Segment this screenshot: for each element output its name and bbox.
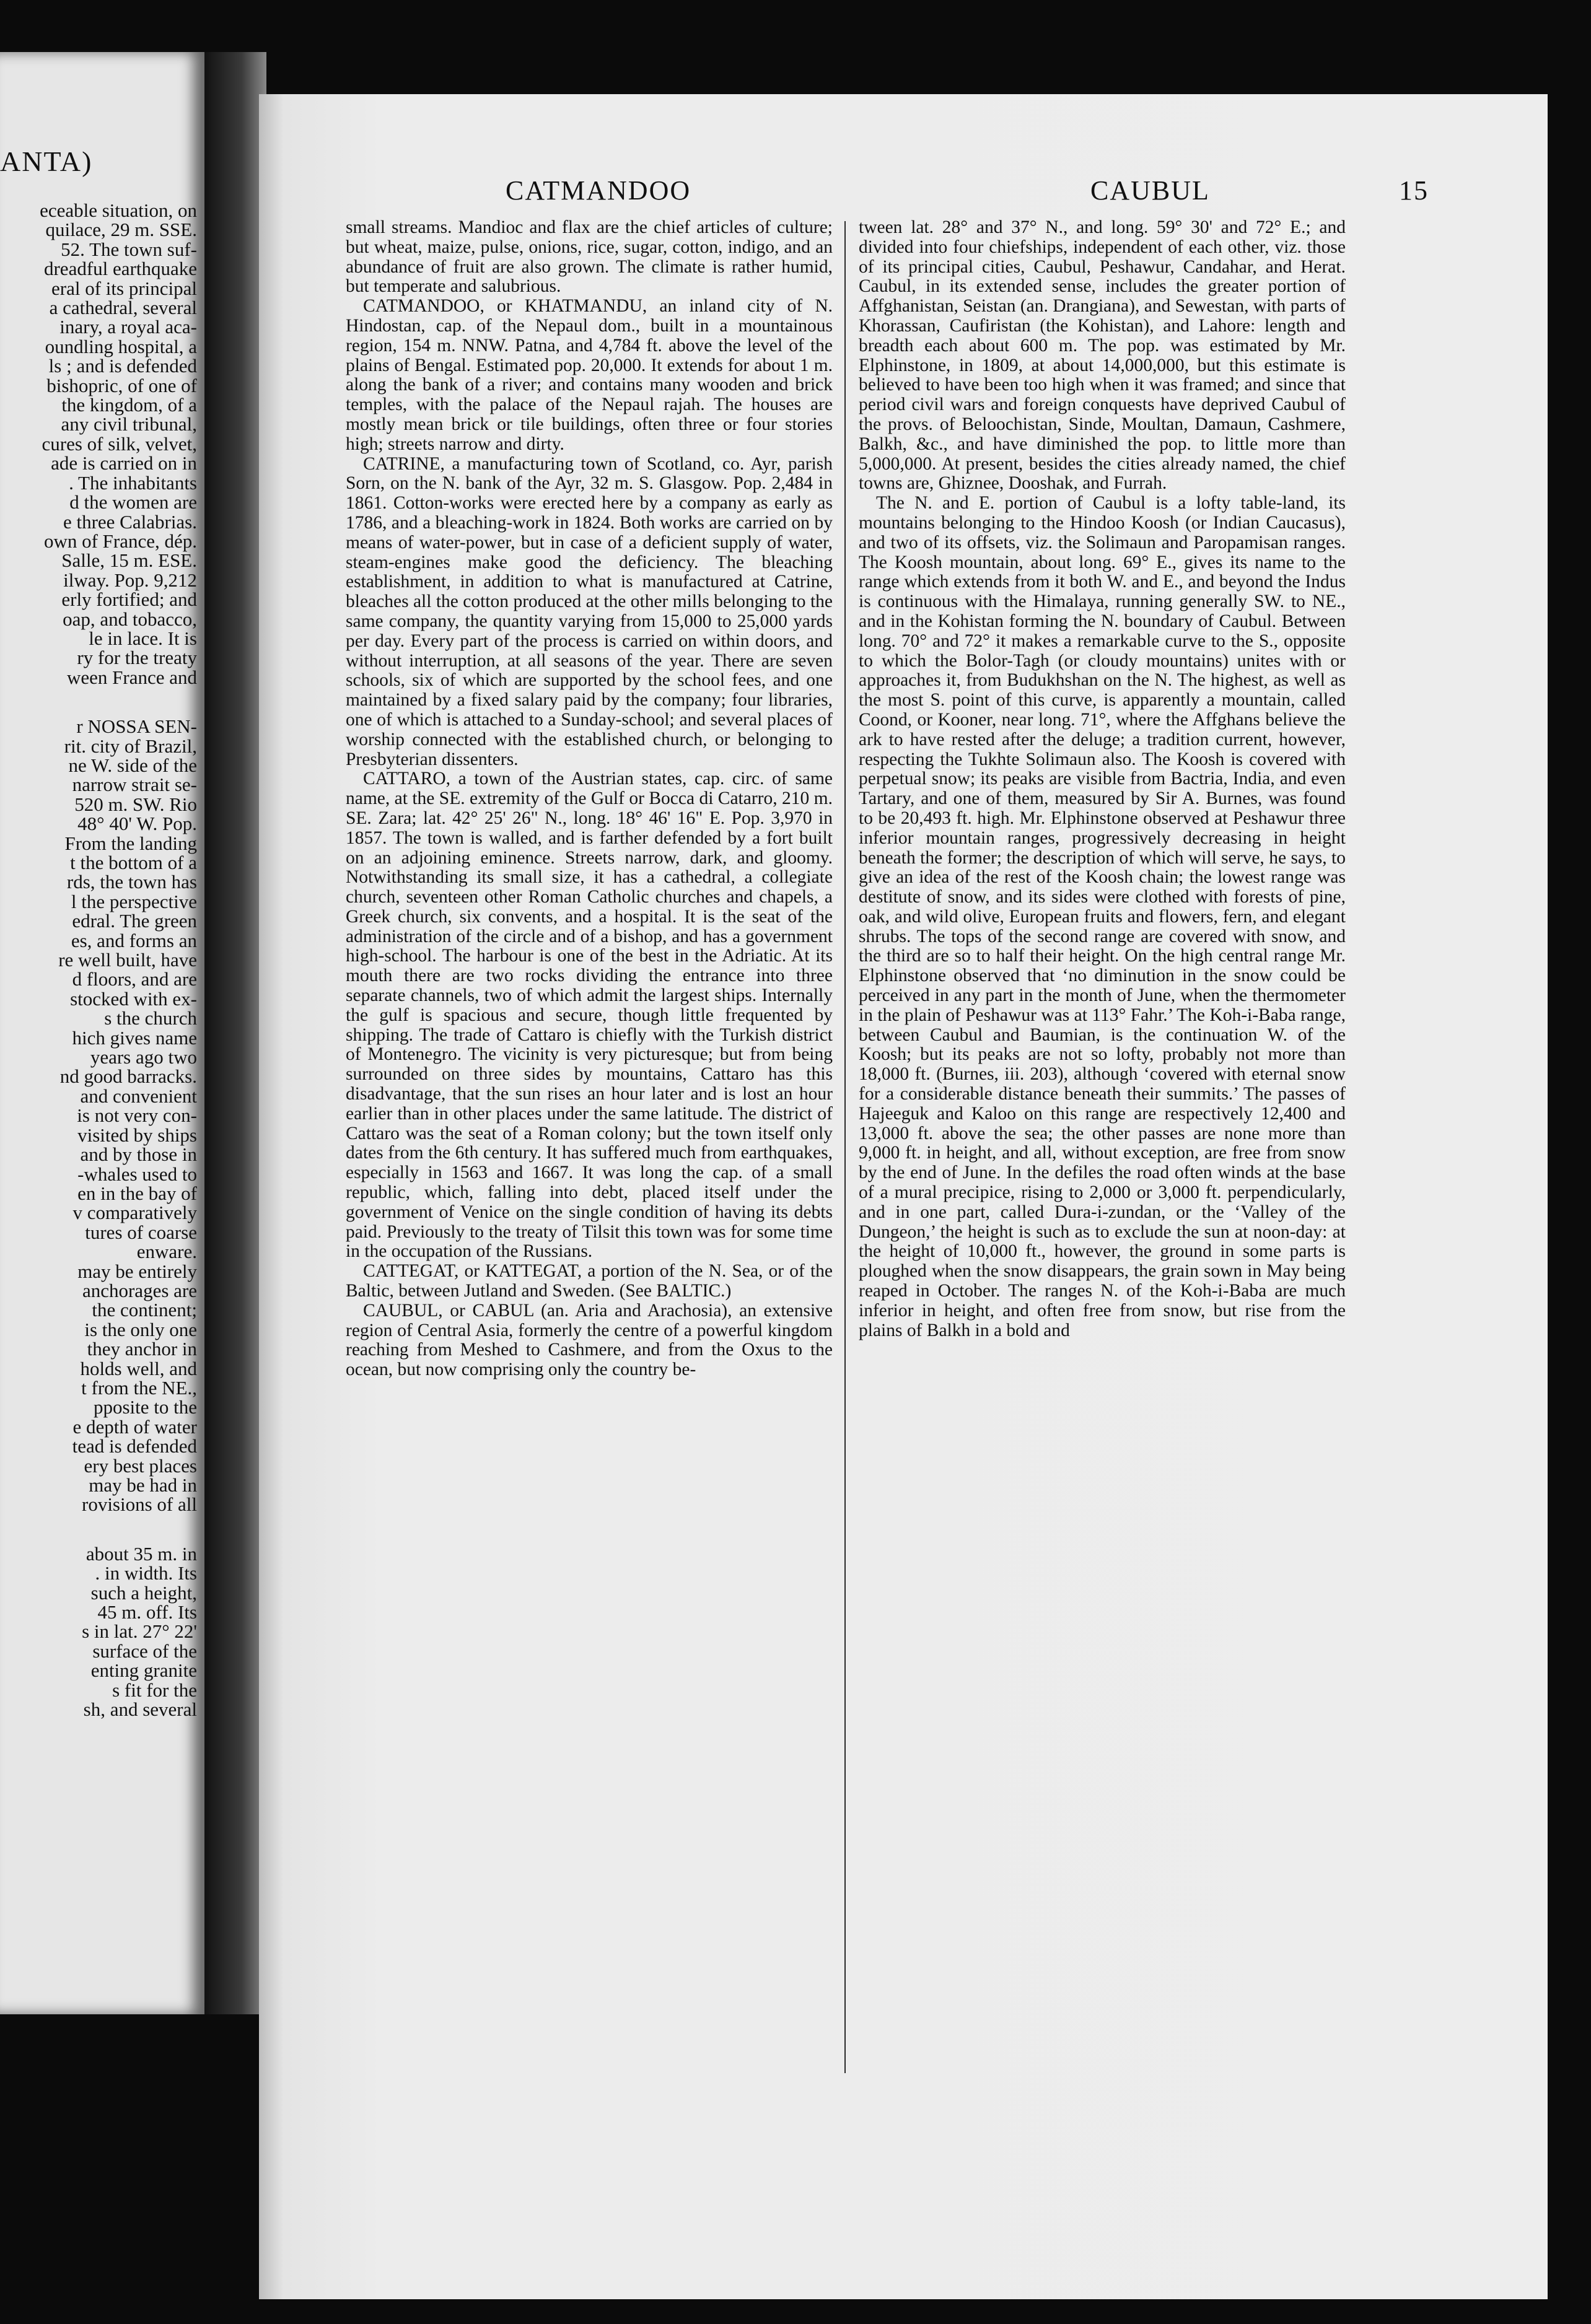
previous-page-block-b: [0, 717, 197, 1514]
previous-page-line: ilway. Pop. 9,212: [63, 569, 197, 591]
column-rule: [844, 221, 846, 2073]
previous-page-line: inary, a royal aca-: [59, 316, 197, 338]
previous-page-line: own of France, dép.: [43, 530, 197, 552]
entry-catrine: CATRINE, a manufacturing town of Scotland, co. Ayr, parish Sorn, on the N. bank of the Ayr, 32 m. S. Glasgow. Pop. 2,484 in 1861. Cotton-works were erected here by a company as early as 1786, and a bleaching-work in 1824. Both works are carried on by means of water-power, but in case of a deficient supply of water, steam-engines make good the deficiency. The bleaching establishment, in addition to what is manufactured at Catrine, bleaches all the cotton produced at the other mills belonging to the same company, the quantity varying from 15,000 to 25,000 yards per day. Every part of the process is carried on within doors, and without interruption, at all seasons of the year. There are seven schools, six of which are supported by the school fees, and one maintained by a fixed salary paid by the company; four libraries, one of which is attached to a Sunday-school; and several places of worship connected with the established church, or belonging to Presbyterian dissenters.: [346, 453, 833, 769]
previous-page-line: r NOSSA SEN-: [76, 715, 197, 738]
previous-page-line: ery best places: [84, 1454, 197, 1477]
previous-page-line: t the bottom of a: [70, 852, 197, 873]
previous-page-line: e three Calabrias.: [63, 510, 197, 533]
previous-page-line: 48° 40' W. Pop.: [77, 813, 197, 835]
paragraph: The N. and E. portion of Caubul is a lofty table-land, its mountains belonging to the Hindoo Koosh (or Indian Caucasus), and two of its offsets, viz. the Solimaun and Paropamisan ranges. The Koosh mountain, about long. 69° E., gives its name to the range which extends from it both W. and E., and beyond the Indus is continuous with the Himalaya, running generally SW. to NE., and in the Kohistan forming the N. boundary of Caubul. Between long. 70° and 72° it makes a remarkable curve to the S., opposite to which the Bolor-Tagh (or cloudy mountains) unites with or approaches it, from Budukhshan on the N. The highest, as well as the most S. point of this curve, is apparently a mountain, called Coond, or Kooner, near long. 71°, where the Affghans believe the ark to have rested after the deluge; a tradition current, however, respecting the Tukhte Solimaun also. The Koosh is covered with perpetual snow; its peaks are visible from Bactria, India, and even Tartary, and one of them, measured by Sir A. Burnes, was found to be 20,493 ft. high. Mr. Elphinstone observed at Peshawur three inferior mountain ranges, progressively decreasing in height beneath the former; the description of which will serve, he says, to give an idea of the rest of the Koosh chain; the lowest range was destitute of snow, and its sides were clothed with forests of pine, oak, and wild olive, European fruits and flowers, fern, and elegant shrubs. The tops of the second range are covered with snow, and the third are so to half their height. On the high central range Mr. Elphinstone observed that ‘no diminution in the snow could be perceived in any part in the month of June, when the thermometer in the plain of Peshawur was at 113° Fahr.’ The Koh-i-Baba range, between Caubul and Baumian, is the continuation W. of the Koosh; but its peaks are not so lofty, probably not more than 18,000 ft. (Burnes, iii. 203), although ‘covered with eternal snow for a considerable distance beneath their summits.’ The passes of Hajeeguk and Kaloo on this range are respectively 12,400 and 13,000 ft. above the sea; the other passes are none more than 9,000 ft. in height, and all, without exception, are free from snow by the end of June. In the defiles the road often winds at the base of a mural precipice, rising to 2,000 or 3,000 ft. perpendicularly, and in one part, called Dura-i-zundan, or the ‘Valley of the Dungeon,’ the height is such as to exclude the sun at noon-day: at the height of 10,000 ft., however, the ground in some parts is ploughed when the snow disappears, the grain sown in May being reaped in October. The ranges N. of the Koh-i-Baba are much inferior in height, and often free from snow, but rise from the plains of Balkh in a bold and: [859, 493, 1346, 1340]
previous-page-line: eceable situation, on: [40, 199, 197, 221]
previous-page-line: erly fortified; and: [61, 588, 197, 611]
previous-page-line: rit. city of Brazil,: [64, 735, 197, 757]
previous-page-line: may be had in: [89, 1474, 197, 1496]
entry-catmandoo: CATMANDOO, or KHATMANDU, an inland city of N. Hindostan, cap. of the Nepaul dom., built in a mountainous region, 154 m. NNW. Patna, and 4,784 ft. above the level of the plains of Bengal. Estimated pop. 20,000. It extends for about 1 m. along the bank of a river; and contains many wooden and brick temples, with the palace of the Nepaul rajah. The houses are mostly mean brick or tile buildings, often three or four stories high; streets narrow and dirty.: [346, 296, 833, 454]
entry-cattaro: CATTARO, a town of the Austrian states, cap. circ. of same name, at the SE. extremity of the Gulf or Bocca di Catarro, 210 m. SE. Zara; lat. 42° 25' 26" N., long. 18° 46' 16" E. Pop. 3,970 in 1857. The town is walled, and is farther defended by a fort built on an adjoining eminence. Streets narrow, dark, and gloomy. Notwithstanding its small size, it has a cathedral, a collegiate church, seventeen other Roman Catholic churches and chapels, a Greek church, six convents, and a hospital. It is the seat of the administration of the circle and of a bishop, and has a government high-school. The harbour is one of the best in the Adriatic. At its mouth there are two rocks dividing the entrance into three separate channels, two of which admit the largest ships. Internally the gulf is spacious and secure, though little frequented by shipping. The trade of Cattaro is chiefly with the Turkish district of Montenegro. The vicinity is very picturesque; but from being surrounded on three sides by mountains, Cattaro has this disadvantage, that the sun rises an hour later and is lost an hour earlier than in other places under the same latitude. The district of Cattaro was the seat of a Roman colony; but the town itself only dates from the 6th century. It has suffered much from earthquakes, especially in 1563 and 1667. It was long the cap. of a small republic, which, falling into debt, placed itself under the government of Venice on the single condition of having its debts paid. Previously to the treaty of Tilsit this town was for some time in the occupation of the Russians.: [346, 769, 833, 1262]
previous-page-line: narrow strait se-: [72, 774, 197, 796]
previous-page-line: Salle, 15 m. ESE.: [61, 549, 197, 572]
previous-page-line: hich gives name: [72, 1026, 197, 1049]
previous-page-line: sh, and several: [83, 1698, 197, 1721]
previous-page-line: dreadful earthquake: [43, 258, 197, 280]
previous-page-line: is not very con-: [77, 1104, 197, 1127]
running-head-right: CAUBUL: [1090, 175, 1210, 206]
previous-page-line: t from the NE.,: [81, 1376, 197, 1399]
paragraph: tween lat. 28° and 37° N., and long. 59° 30' and 72° E.; and divided into four chiefships, independent of each other, viz. those of its principal cities, Caubul, Peshawur, Candahar, and Herat. Caubul, in its extended sense, includes the greater portion of Affghanistan, Seistan (an. Drangiana), and Sewestan, with parts of Khorassan, Caufiristan (the Kohistan), and Lahore: length and breadth each about 600 m. The pop. was estimated by Mr. Elphinstone, in 1809, at about 14,000,000, but this estimate is believed to have been too high when it was framed; and since that period civil wars and foreign conquests have deprived Caubul of the provs. of Beloochistan, Sinde, Moultan, Damaun, Cashmere, Balkh, &c., and have diminished the pop. to little more than 5,000,000. At present, besides the cities already named, the chief towns are, Ghiznee, Dooshak, and Furrah.: [859, 217, 1346, 494]
previous-page-line: l the perspective: [71, 890, 197, 912]
previous-page-line: enting granite: [90, 1659, 197, 1682]
previous-page-line: ne W. side of the: [68, 754, 197, 776]
previous-page-line: and by those in: [80, 1143, 197, 1166]
previous-page-running-head: ANTA): [0, 146, 93, 177]
previous-page-line: -whales used to: [77, 1163, 197, 1185]
previous-page-line: is the only one: [84, 1318, 197, 1340]
previous-page-line: s in lat. 27° 22': [82, 1620, 197, 1643]
previous-page-line: ry for the treaty: [77, 647, 197, 669]
running-head-left: CATMANDOO: [506, 175, 691, 206]
previous-page-line: es, and forms an: [71, 929, 197, 951]
book-gutter: [204, 52, 266, 2014]
previous-page-line: en in the bay of: [77, 1182, 197, 1204]
previous-page-column: [0, 201, 197, 1719]
previous-page-fragment: [0, 52, 204, 2014]
previous-page-line: nd good barracks.: [59, 1065, 197, 1088]
previous-page-line: the kingdom, of a: [61, 394, 197, 416]
previous-page-line: any civil tribunal,: [61, 413, 197, 435]
previous-page-line: the continent;: [92, 1299, 197, 1321]
previous-page-line: quilace, 29 m. SSE.: [45, 219, 197, 241]
previous-page-line: years ago two: [90, 1046, 197, 1068]
previous-page-line: rds, the town has: [66, 871, 197, 893]
previous-page-line: eral of its principal: [51, 277, 197, 299]
previous-page-line: about 35 m. in: [85, 1542, 197, 1565]
previous-page-line: . The inhabitants: [69, 471, 197, 494]
previous-page-line: 45 m. off. Its: [97, 1601, 197, 1623]
previous-page-line: d the women are: [69, 491, 197, 513]
previous-page-block-a: [0, 201, 197, 687]
previous-page-line: ween France and: [66, 666, 197, 688]
previous-page-line: cures of silk, velvet,: [42, 432, 197, 455]
previous-page-line: pposite to the: [93, 1396, 197, 1418]
previous-page-line: ade is carried on in: [51, 452, 197, 474]
previous-page-line: s fit for the: [112, 1679, 197, 1701]
previous-page-line: v comparatively: [72, 1202, 197, 1224]
previous-page-line: visited by ships: [77, 1124, 197, 1146]
previous-page-line: re well built, have: [58, 949, 197, 971]
previous-page-line: ls ; and is defended: [48, 355, 197, 377]
previous-page-line: and convenient: [80, 1085, 197, 1107]
previous-page-line: e depth of water: [72, 1415, 197, 1438]
page: [259, 94, 1548, 2299]
previous-page-line: they anchor in: [87, 1338, 197, 1360]
previous-page-line: oundling hospital, a: [45, 335, 197, 357]
previous-page-line: bishopric, of one of: [46, 374, 197, 396]
text-column-left: [346, 218, 833, 1380]
previous-page-line: stocked with ex-: [70, 987, 197, 1010]
previous-page-line: 520 m. SW. Rio: [74, 793, 197, 815]
page-number: 15: [1399, 175, 1429, 206]
previous-page-line: anchorages are: [82, 1279, 197, 1301]
previous-page-line: d floors, and are: [72, 968, 197, 990]
entry-cattegat: CATTEGAT, or KATTEGAT, a portion of the N. Sea, or of the Baltic, between Jutland and Sweden. (See BALTIC.): [346, 1261, 833, 1301]
paragraph: small streams. Mandioc and flax are the chief articles of culture; but wheat, maize, pulse, onions, rice, sugar, cotton, indigo, and an abundance of fruit are also grown. The climate is rather humid, but temperate and salubrious.: [346, 217, 833, 297]
previous-page-line: s the church: [104, 1007, 197, 1029]
previous-page-line: . in width. Its: [95, 1562, 197, 1584]
previous-page-block-c: [0, 1544, 197, 1719]
previous-page-line: rovisions of all: [82, 1493, 197, 1516]
previous-page-line: edral. The green: [72, 910, 197, 932]
previous-page-line: tead is defended: [72, 1435, 197, 1457]
previous-page-line: surface of the: [92, 1640, 197, 1662]
previous-page-line: tures of coarse: [85, 1221, 197, 1243]
previous-page-line: oap, and tobacco,: [63, 608, 197, 630]
entry-caubul: CAUBUL, or CABUL (an. Aria and Arachosia), an extensive region of Central Asia, formerly the centre of a powerful kingdom reaching from Meshed to Cashmere, and from the Oxus to the ocean, but now comprising only the country be-: [346, 1300, 833, 1380]
text-column-right: [859, 218, 1346, 1340]
previous-page-line: le in lace. It is: [89, 627, 197, 649]
previous-page-line: may be entirely: [77, 1260, 197, 1282]
previous-page-line: such a height,: [90, 1581, 197, 1604]
previous-page-line: From the landing: [64, 832, 197, 854]
previous-page-line: enware.: [136, 1241, 197, 1263]
previous-page-line: 52. The town suf-: [61, 238, 197, 260]
previous-page-line: holds well, and: [80, 1357, 197, 1379]
previous-page-line: a cathedral, several: [49, 297, 197, 319]
